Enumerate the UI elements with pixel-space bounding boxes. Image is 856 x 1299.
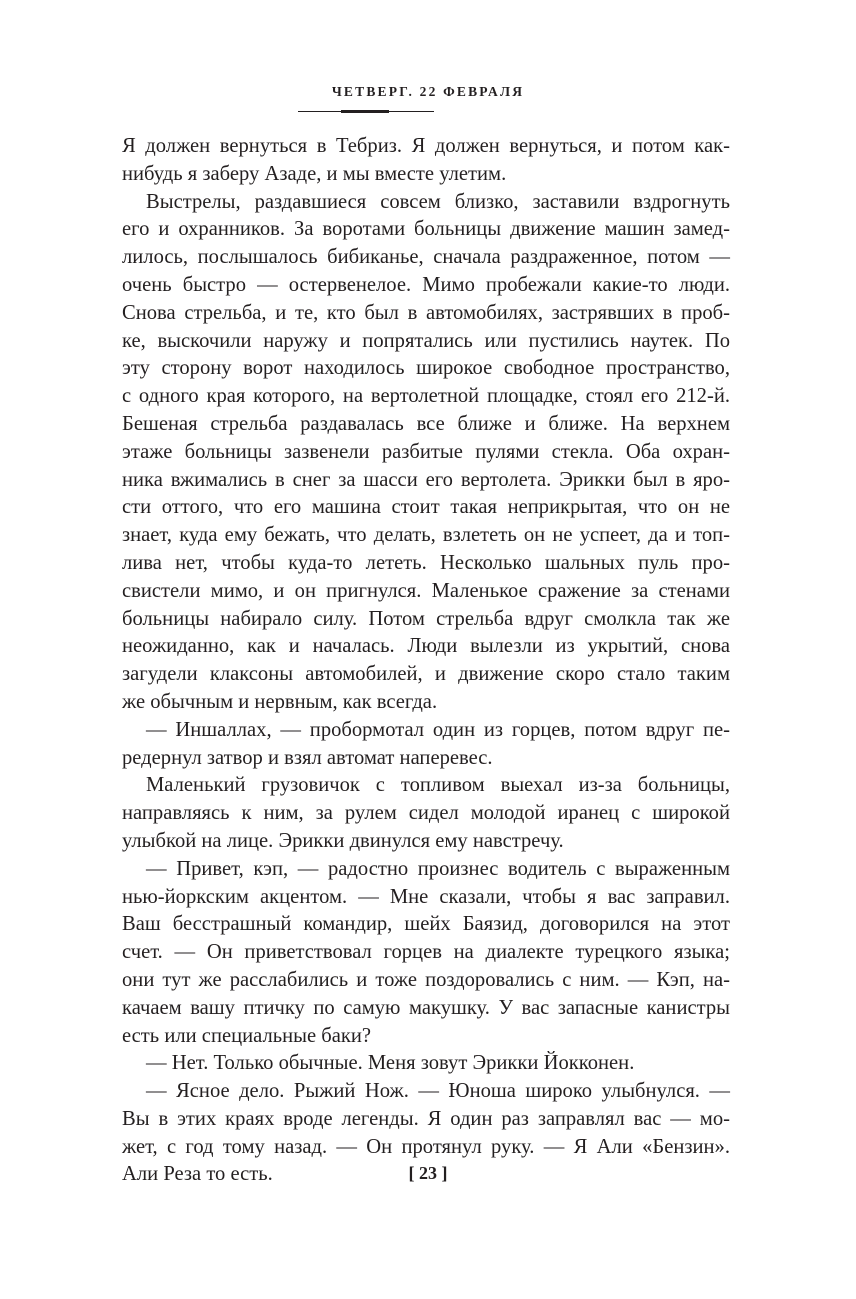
paragraph bbox=[122, 1050, 730, 1078]
text-line: жет, с год тому назад. — Он протянул руку. — Я Али «Бензин». bbox=[122, 1135, 730, 1158]
text-line: ника вжимались в снег за шасси его вертолета. Эрикки был в яро- bbox=[122, 468, 730, 491]
text-line: — Нет. Только обычные. Меня зовут Эрикки Йокконен. bbox=[146, 1052, 635, 1075]
text-line: неожиданно, как и началась. Люди вылезли из укрытий, снова bbox=[122, 635, 730, 658]
paragraph bbox=[122, 717, 730, 773]
text-line: знает, куда ему бежать, что делать, взлететь он не успеет, да и топ- bbox=[122, 524, 730, 547]
text-line: лилось, послышалось бибиканье, сначала раздраженное, потом — bbox=[122, 246, 730, 269]
text-line: редернул затвор и взял автомат наперевес. bbox=[122, 746, 493, 769]
text-line: — Привет, кэп, — радостно произнес водитель с выраженным bbox=[146, 857, 730, 880]
text-line: — Иншаллах, — пробормотал один из горцев, потом вдруг пе- bbox=[146, 718, 730, 741]
page-number: [ 23 ] bbox=[408, 1163, 448, 1183]
text-line: лива нет, чтобы куда-то лететь. Несколько шальных пуль про- bbox=[122, 551, 730, 574]
paragraph bbox=[122, 133, 730, 189]
text-line: счет. — Он приветствовал горцев на диалекте турецкого языка; bbox=[122, 941, 730, 964]
text-line: свистели мимо, и он пригнулся. Маленькое сражение за стенами bbox=[122, 579, 730, 602]
body-text bbox=[122, 133, 730, 1189]
text-line: очень быстро — остервенелое. Мимо пробежали какие-то люди. bbox=[122, 273, 730, 296]
text-line: качаем вашу птичку по самую макушку. У вас запасные канистры bbox=[122, 996, 730, 1019]
text-line: нью-йоркским акцентом. — Мне сказали, чтобы я вас заправил. bbox=[122, 885, 730, 908]
paragraph bbox=[122, 772, 730, 855]
text-line: они тут же расслабились и тоже поздоровались с ним. — Кэп, на- bbox=[122, 968, 730, 991]
text-line: Я должен вернуться в Тебриз. Я должен вернуться, и потом как- bbox=[122, 135, 730, 157]
text-line: Выстрелы, раздавшиеся совсем близко, заставили вздрогнуть bbox=[146, 190, 730, 213]
text-line: нибудь я заберу Азаде, и мы вместе улетим. bbox=[122, 162, 507, 185]
text-line: Ваш бесстрашный командир, шейх Баязид, договорился на этот bbox=[122, 913, 730, 936]
text-line: с одного края которого, на вертолетной площадке, стоял его 212-й. bbox=[122, 385, 730, 408]
text-line: этаже больницы зазвенели разбитые пулями стекла. Оба охран- bbox=[122, 440, 730, 463]
header-rule-accent bbox=[341, 110, 389, 113]
text-line: направляясь к ним, за рулем сидел молодой иранец с широкой bbox=[122, 802, 730, 825]
text-line: ке, выскочили наружу и попрятались или пустились наутек. По bbox=[122, 329, 730, 352]
text-line: эту сторону ворот находилось широкое свободное пространство, bbox=[122, 357, 730, 380]
text-line: Али Реза то есть. bbox=[122, 1163, 273, 1186]
text-line: есть или специальные баки? bbox=[122, 1024, 372, 1047]
text-line: Снова стрельба, и те, кто был в автомобилях, застрявших в проб- bbox=[122, 301, 730, 324]
text-line: улыбкой на лице. Эрикки двинулся ему навстречу. bbox=[122, 829, 564, 852]
text-line: Маленький грузовичок с топливом выехал из-за больницы, bbox=[146, 774, 730, 797]
text-line: Вы в этих краях вроде легенды. Я один раз заправлял вас — мо- bbox=[122, 1107, 730, 1130]
text-line: сти оттого, что его машина стоит такая неприкрытая, что он не bbox=[122, 496, 730, 519]
text-line: больницы набирало силу. Потом стрельба вдруг смолкла так же bbox=[122, 607, 730, 630]
running-head: ЧЕТВЕРГ. 22 ФЕВРАЛЯ bbox=[331, 84, 525, 99]
text-line: — Ясное дело. Рыжий Нож. — Юноша широко улыбнулся. — bbox=[146, 1080, 730, 1103]
text-line: Бешеная стрельба раздавалась все ближе и ближе. На верхнем bbox=[122, 412, 730, 435]
text-line: его и охранников. За воротами больницы движение машин замед- bbox=[122, 218, 730, 241]
paragraph bbox=[122, 189, 730, 717]
text-line: же обычным и нервным, как всегда. bbox=[122, 690, 438, 713]
text-line: загудели клаксоны автомобилей, и движение скоро стало таким bbox=[122, 663, 730, 686]
paragraph bbox=[122, 856, 730, 1051]
